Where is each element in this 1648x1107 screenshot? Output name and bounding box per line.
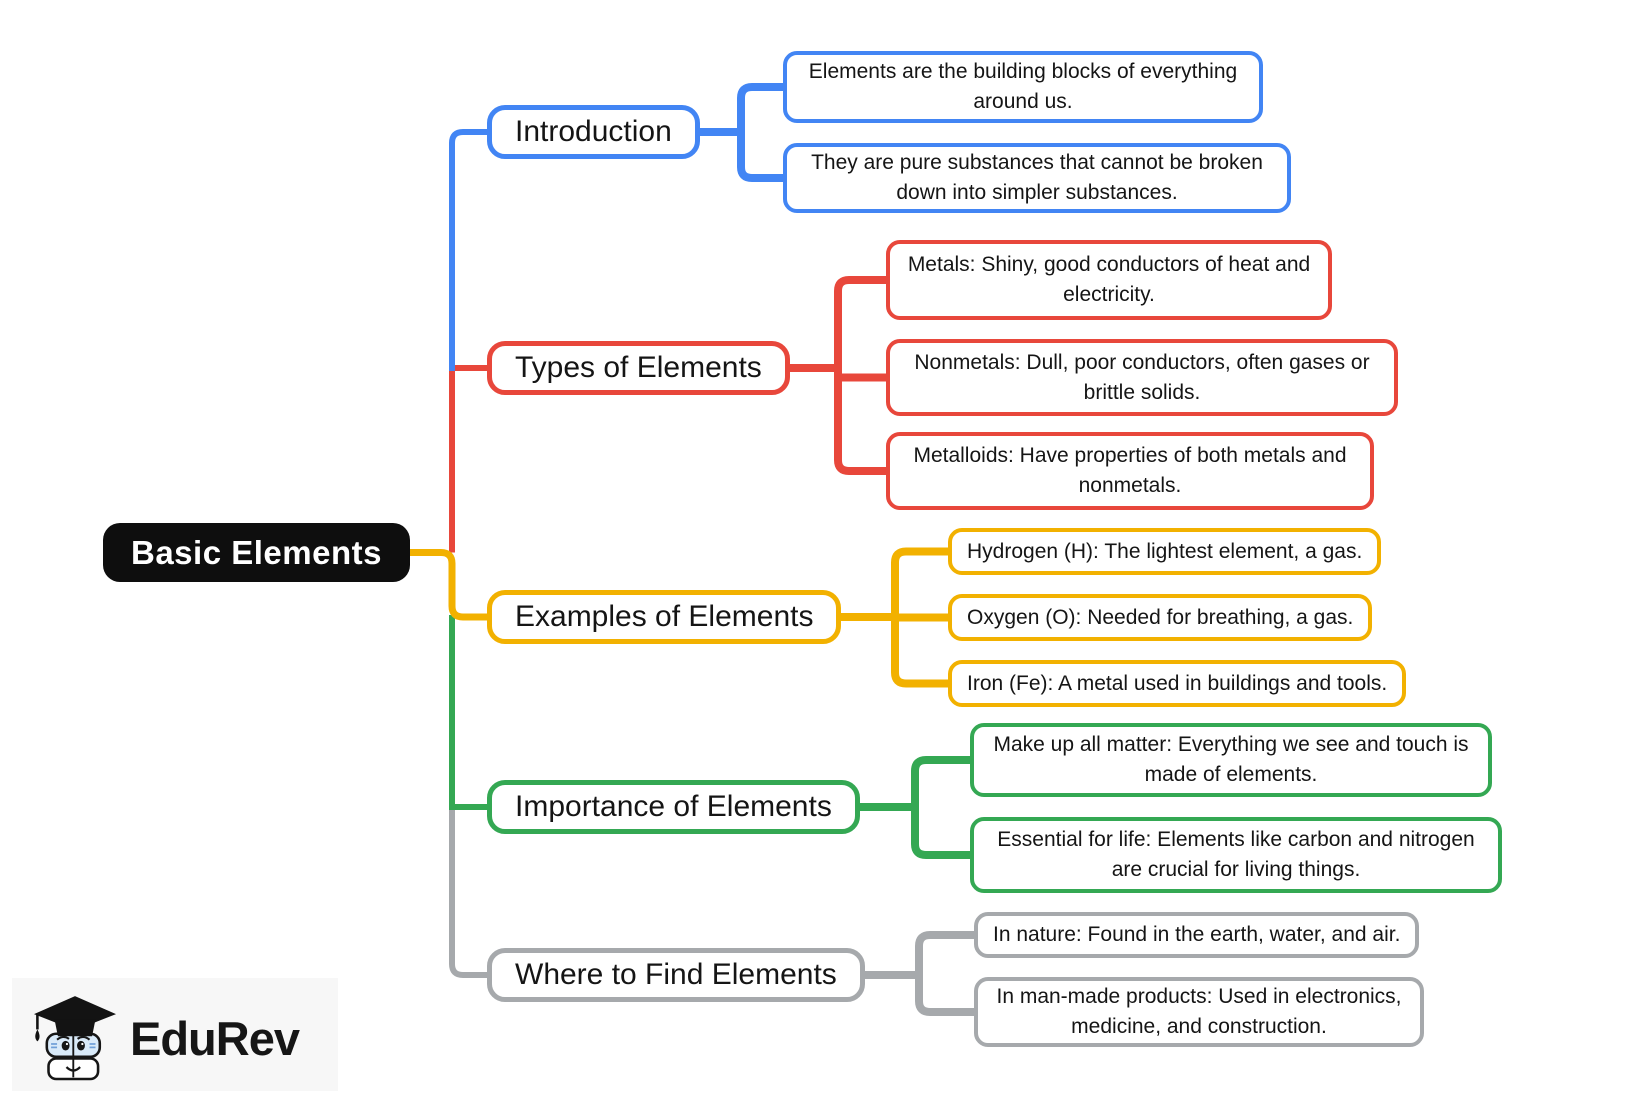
edurev-mascot-icon (28, 988, 122, 1088)
leaf-note: Essential for life: Elements like carbon and nitrogen are crucial for living things. (970, 817, 1502, 893)
root-node: Basic Elements (103, 523, 410, 582)
edurev-logo (28, 988, 299, 1088)
leaf-note: Nonmetals: Dull, poor conductors, often gases or brittle solids. (886, 339, 1398, 416)
leaf-note: In man-made products: Used in electronics, medicine, and construction. (974, 977, 1424, 1047)
leaf-note: They are pure substances that cannot be broken down into simpler substances. (783, 143, 1291, 213)
leaf-note: Metalloids: Have properties of both metals and nonmetals. (886, 432, 1374, 510)
leaf-note: Metals: Shiny, good conductors of heat and electricity. (886, 240, 1332, 320)
leaf-note: Make up all matter: Everything we see and touch is made of elements. (970, 723, 1492, 797)
branch-node-introduction: Introduction (487, 105, 700, 159)
leaf-note: Hydrogen (H): The lightest element, a gas. (948, 528, 1381, 575)
leaf-note: Iron (Fe): A metal used in buildings and tools. (948, 660, 1406, 707)
branch-node-importance-of-elements: Importance of Elements (487, 780, 860, 834)
branch-node-where-to-find-elements: Where to Find Elements (487, 948, 865, 1002)
leaf-note: In nature: Found in the earth, water, and air. (974, 912, 1419, 958)
branch-node-examples-of-elements: Examples of Elements (487, 590, 841, 644)
edurev-brand-text: EduRev (130, 1011, 299, 1065)
leaf-note: Oxygen (O): Needed for breathing, a gas. (948, 594, 1372, 641)
leaf-note: Elements are the building blocks of everything around us. (783, 51, 1263, 123)
branch-node-types-of-elements: Types of Elements (487, 341, 790, 395)
